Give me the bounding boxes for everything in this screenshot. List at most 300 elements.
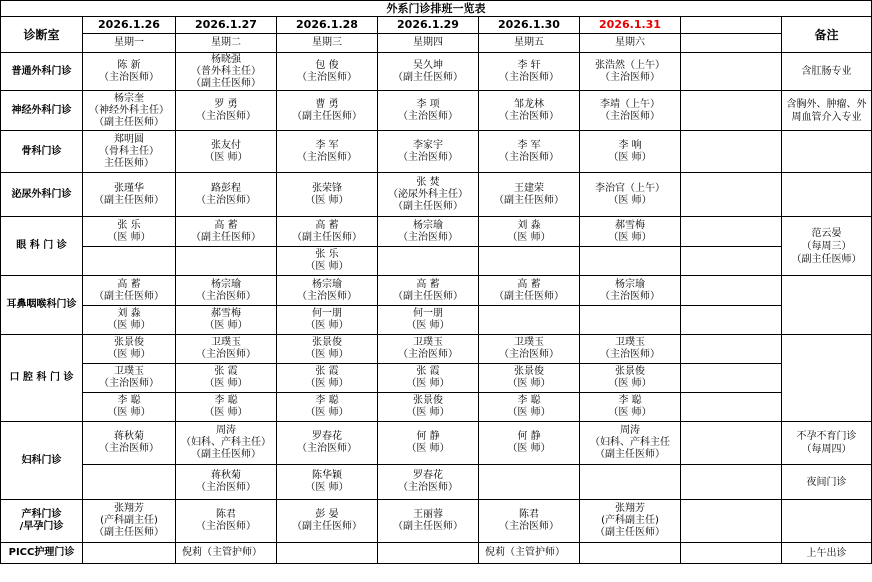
doctor-title: （主治医师） xyxy=(196,110,256,122)
doctor-title: （副主任医师） xyxy=(595,449,665,460)
header-date: 2026.1.29 xyxy=(378,17,479,34)
doctor-name: 吴久坤 xyxy=(413,59,443,71)
schedule-cell xyxy=(580,500,681,543)
doctor-title: （主治医师） xyxy=(600,110,660,122)
doctor-title: （泌尿外科主任） xyxy=(388,188,468,200)
schedule-cell xyxy=(83,500,176,543)
doctor-name: 陈君 xyxy=(519,509,539,520)
doctor-name: 王建荣 xyxy=(514,182,544,194)
doctor-title: （副主任医师） xyxy=(94,290,164,302)
schedule-cell-empty xyxy=(681,335,782,364)
remark-line: 不孕不育门诊 xyxy=(796,431,857,442)
schedule-cell xyxy=(580,131,681,173)
doctor-title: （医 师） xyxy=(107,407,151,418)
header-date: 2026.1.28 xyxy=(277,17,378,34)
doctor-title: （医 师） xyxy=(406,378,450,389)
dept-stomatology: 口 腔 科 门 诊 xyxy=(1,335,83,422)
doctor-name: 何 静 xyxy=(416,431,440,442)
schedule-cell: 倪莉（主管护师） xyxy=(176,543,277,564)
doctor-name: 张瑾华 xyxy=(114,182,144,194)
remark-line: 范云晏 xyxy=(811,227,842,239)
schedule-cell xyxy=(176,217,277,247)
doctor-name: 李 响 xyxy=(618,139,642,151)
schedule-cell-empty xyxy=(580,306,681,335)
doctor-title: （主治医师） xyxy=(499,151,559,163)
schedule-cell xyxy=(83,335,176,364)
header-date-highlight: 2026.1.31 xyxy=(580,17,681,34)
doctor-title: （医 师） xyxy=(608,194,652,206)
doctor-name: 张 霞 xyxy=(315,366,339,377)
doctor-name: 杨晓强 xyxy=(211,53,241,65)
doctor-title: （医 师） xyxy=(305,261,349,272)
doctor-title: （医 师） xyxy=(305,349,349,360)
doctor-title: （主治医师） xyxy=(196,290,256,302)
schedule-cell xyxy=(277,91,378,131)
schedule-cell xyxy=(378,465,479,500)
doctor-title: （医 师） xyxy=(107,349,151,360)
doctor-title: （主治医师） xyxy=(196,482,256,493)
doctor-name: 张 乐 xyxy=(117,219,141,231)
schedule-cell xyxy=(176,422,277,465)
schedule-cell xyxy=(378,53,479,91)
doctor-name: 曹 勇 xyxy=(315,98,339,110)
doctor-title: （医 师） xyxy=(406,407,450,418)
doctor-name: 张 霞 xyxy=(214,366,238,377)
doctor-name: 卫璞玉 xyxy=(413,337,443,348)
remark-cell-empty xyxy=(782,335,872,422)
doctor-name: 张荣锋 xyxy=(312,182,342,194)
schedule-cell-empty xyxy=(580,465,681,500)
schedule-cell-empty xyxy=(681,393,782,422)
remark-cell xyxy=(782,91,872,131)
doctor-name: 李 聪 xyxy=(618,395,642,406)
remark-cell: 上午出诊 xyxy=(782,543,872,564)
doctor-name: 彭 晏 xyxy=(315,509,339,520)
remark-line: （副主任医师） xyxy=(791,253,862,265)
schedule-cell xyxy=(83,91,176,131)
header-weekday: 星期三 xyxy=(277,34,378,53)
header-remarks: 备注 xyxy=(782,17,872,53)
doctor-name: 卫璞玉 xyxy=(615,337,645,348)
doctor-name: 陈华颖 xyxy=(312,470,342,481)
remark-line: 含胸外、肿瘤、外 xyxy=(786,98,867,110)
remark-cell-empty xyxy=(782,276,872,335)
schedule-cell xyxy=(277,53,378,91)
doctor-title: (产科副主任) xyxy=(100,515,158,526)
header-weekday: 星期六 xyxy=(580,34,681,53)
dept-orthopedics: 骨科门诊 xyxy=(1,131,83,173)
header-weekday: 星期五 xyxy=(479,34,580,53)
doctor-title: （主治医师） xyxy=(499,521,559,532)
doctor-title: (产科副主任) xyxy=(601,515,659,526)
schedule-cell xyxy=(378,217,479,247)
doctor-title: （副主任医师） xyxy=(191,231,261,243)
remark-cell xyxy=(782,422,872,465)
doctor-title: （主治医师） xyxy=(297,443,357,454)
remark-cell: 夜间门诊 xyxy=(782,465,872,500)
remark-line: 周血管介入专业 xyxy=(791,111,862,123)
doctor-title: （主治医师） xyxy=(398,482,458,493)
doctor-name: 罗春花 xyxy=(413,470,443,481)
header-blank xyxy=(681,17,782,34)
header-clinic: 诊断室 xyxy=(1,17,83,53)
schedule-cell xyxy=(479,393,580,422)
doctor-name: 何 静 xyxy=(517,431,541,442)
doctor-title: （主治医师） xyxy=(99,378,159,389)
header-blank xyxy=(681,34,782,53)
schedule-cell xyxy=(479,422,580,465)
doctor-name: 李治官（上午） xyxy=(595,182,665,194)
doctor-name: 高 蓄 xyxy=(214,219,238,231)
schedule-cell xyxy=(277,247,378,276)
schedule-cell xyxy=(83,131,176,173)
doctor-name: 蒋秋菊 xyxy=(114,431,144,442)
schedule-cell xyxy=(176,393,277,422)
schedule-cell-empty xyxy=(176,247,277,276)
schedule-cell xyxy=(580,217,681,247)
remark-line: （每周四） xyxy=(801,444,852,455)
doctor-title: （副主任医师） xyxy=(292,110,362,122)
schedule-cell-empty xyxy=(580,247,681,276)
remark-line: （每周三） xyxy=(801,240,852,252)
schedule-cell xyxy=(83,364,176,393)
doctor-name: 杨宗奎 xyxy=(114,92,144,104)
schedule-cell xyxy=(176,306,277,335)
doctor-name: 张翔芳 xyxy=(615,503,645,514)
doctor-name: 张翔芳 xyxy=(114,503,144,514)
doctor-title: （医 师） xyxy=(204,407,248,418)
doctor-title: （主治医师） xyxy=(196,349,256,360)
schedule-cell xyxy=(378,173,479,217)
doctor-title: （主治医师） xyxy=(99,71,159,83)
schedule-cell xyxy=(176,91,277,131)
doctor-title: （医 师） xyxy=(204,378,248,389)
doctor-name: 张友付 xyxy=(211,139,241,151)
doctor-name: 李 轩 xyxy=(517,59,541,71)
doctor-title: （主治医师） xyxy=(600,290,660,302)
doctor-title: （主治医师） xyxy=(499,71,559,83)
dept-neurosurgery: 神经外科门诊 xyxy=(1,91,83,131)
doctor-title: （妇科、产科主任） xyxy=(181,437,271,448)
doctor-title: （主治医师） xyxy=(398,349,458,360)
remark-cell: 含肛肠专业 xyxy=(782,53,872,91)
header-weekday: 星期二 xyxy=(176,34,277,53)
doctor-title: （主治医师） xyxy=(600,349,660,360)
schedule-cell xyxy=(580,364,681,393)
remark-cell xyxy=(782,217,872,276)
doctor-title: （主治医师） xyxy=(398,231,458,243)
doctor-name: 何一朋 xyxy=(312,308,342,319)
doctor-title: （医 师） xyxy=(406,320,450,331)
schedule-cell xyxy=(83,422,176,465)
doctor-title: （主治医师） xyxy=(499,349,559,360)
doctor-title: 主任医师） xyxy=(104,157,154,169)
doctor-name: 陈君 xyxy=(216,509,236,520)
schedule-cell-empty xyxy=(681,543,782,564)
schedule-cell xyxy=(479,217,580,247)
doctor-title: （副主任医师） xyxy=(191,449,261,460)
schedule-cell xyxy=(378,131,479,173)
schedule-cell xyxy=(277,465,378,500)
schedule-cell xyxy=(176,173,277,217)
doctor-title: （主治医师） xyxy=(196,521,256,532)
header-weekday: 星期四 xyxy=(378,34,479,53)
doctor-title: （副主任医师） xyxy=(292,521,362,532)
doctor-title: （主治医师） xyxy=(297,290,357,302)
doctor-name: 李 军 xyxy=(315,139,339,151)
schedule-cell xyxy=(378,422,479,465)
doctor-name: 李靖（上午） xyxy=(600,98,660,110)
schedule-cell xyxy=(378,276,479,306)
doctor-name: 高 蓄 xyxy=(416,278,440,290)
dept-name-line: /早孕门诊 xyxy=(19,521,64,532)
schedule-cell xyxy=(479,131,580,173)
schedule-cell xyxy=(176,500,277,543)
doctor-name: 李 项 xyxy=(416,98,440,110)
doctor-name: 何一朋 xyxy=(413,308,443,319)
doctor-title: （医 师） xyxy=(107,320,151,331)
schedule-cell xyxy=(277,173,378,217)
doctor-name: 李 聪 xyxy=(117,395,141,406)
doctor-name: 罗 勇 xyxy=(214,98,238,110)
schedule-cell xyxy=(479,173,580,217)
schedule-cell xyxy=(378,91,479,131)
doctor-name: 李 聪 xyxy=(315,395,339,406)
doctor-name: 郝雪梅 xyxy=(615,219,645,231)
doctor-title: （医 师） xyxy=(608,231,652,243)
remark-cell-empty xyxy=(782,500,872,543)
schedule-cell xyxy=(277,500,378,543)
schedule-cell xyxy=(479,91,580,131)
doctor-name: 罗春花 xyxy=(312,431,342,442)
doctor-name: 卫璞玉 xyxy=(114,366,144,377)
doctor-name: 李 军 xyxy=(517,139,541,151)
doctor-name: 高 蓄 xyxy=(517,278,541,290)
doctor-title: （主治医师） xyxy=(99,443,159,454)
doctor-name: 杨宗瑜 xyxy=(615,278,645,290)
schedule-cell xyxy=(378,335,479,364)
doctor-title: （副主任医师） xyxy=(393,290,463,302)
doctor-title: （主治医师） xyxy=(499,110,559,122)
doctor-name: 路彭程 xyxy=(211,182,241,194)
doctor-title: （神经外科主任） xyxy=(89,104,169,116)
schedule-cell xyxy=(176,465,277,500)
doctor-title: （医 师） xyxy=(608,378,652,389)
doctor-name: 陈 新 xyxy=(117,59,141,71)
schedule-cell xyxy=(479,500,580,543)
schedule-cell xyxy=(176,276,277,306)
remark-cell-empty xyxy=(782,131,872,173)
schedule-cell xyxy=(479,335,580,364)
schedule-cell xyxy=(277,306,378,335)
doctor-title: （主治医师） xyxy=(398,151,458,163)
doctor-name: 张景俊 xyxy=(615,366,645,377)
schedule-cell xyxy=(479,53,580,91)
schedule-cell-empty xyxy=(681,364,782,393)
schedule-cell xyxy=(378,364,479,393)
doctor-title: （副主任医师） xyxy=(94,194,164,206)
schedule-cell xyxy=(83,173,176,217)
doctor-title: （副主任医师） xyxy=(94,527,164,538)
doctor-title: （医 师） xyxy=(507,443,551,454)
schedule-cell-empty xyxy=(681,91,782,131)
doctor-name: 张浩然（上午） xyxy=(595,59,665,71)
doctor-name: 刘 淼 xyxy=(117,308,141,319)
schedule-cell xyxy=(378,393,479,422)
doctor-title: （医 师） xyxy=(305,482,349,493)
schedule-cell xyxy=(580,393,681,422)
doctor-title: （副主任医师） xyxy=(494,290,564,302)
schedule-cell xyxy=(277,393,378,422)
dept-urology: 泌尿外科门诊 xyxy=(1,173,83,217)
schedule-cell-empty xyxy=(681,173,782,217)
schedule-cell-empty xyxy=(479,465,580,500)
doctor-name: 张 霞 xyxy=(416,366,440,377)
schedule-cell xyxy=(83,53,176,91)
doctor-title: （医 师） xyxy=(507,407,551,418)
doctor-name: 郑明圆 xyxy=(114,133,144,145)
doctor-title: （普外科主任） xyxy=(191,65,261,77)
schedule-cell xyxy=(83,306,176,335)
doctor-name: 杨宗瑜 xyxy=(413,219,443,231)
schedule-cell-empty xyxy=(681,306,782,335)
schedule-cell xyxy=(580,91,681,131)
dept-picc: PICC护理门诊 xyxy=(1,543,83,564)
schedule-cell-empty xyxy=(378,247,479,276)
schedule-cell xyxy=(580,276,681,306)
dept-ent: 耳鼻咽喉科门诊 xyxy=(1,276,83,335)
schedule-cell xyxy=(277,131,378,173)
schedule-cell-empty xyxy=(681,247,782,276)
doctor-name: 郝雪梅 xyxy=(211,308,241,319)
schedule-cell-empty xyxy=(681,276,782,306)
doctor-title: （副主任医师） xyxy=(94,116,164,128)
doctor-title: （副主任医师） xyxy=(393,521,463,532)
schedule-cell-empty xyxy=(83,247,176,276)
schedule-cell-empty xyxy=(681,465,782,500)
schedule-cell xyxy=(580,335,681,364)
doctor-title: （主治医师） xyxy=(297,151,357,163)
schedule-cell-empty xyxy=(681,500,782,543)
schedule-cell xyxy=(277,364,378,393)
schedule-cell xyxy=(277,217,378,247)
header-weekday: 星期一 xyxy=(83,34,176,53)
doctor-name: 张景俊 xyxy=(114,337,144,348)
schedule-cell-empty xyxy=(681,422,782,465)
doctor-title: （医 师） xyxy=(507,378,551,389)
doctor-title: （副主任医师） xyxy=(494,194,564,206)
doctor-name: 李 聪 xyxy=(517,395,541,406)
schedule-cell xyxy=(580,53,681,91)
doctor-title: （医 师） xyxy=(204,320,248,331)
remark-cell-empty xyxy=(782,173,872,217)
dept-gynecology: 妇科门诊 xyxy=(1,422,83,500)
schedule-cell xyxy=(479,276,580,306)
doctor-title: （医 师） xyxy=(305,194,349,206)
schedule-cell-empty xyxy=(681,217,782,247)
doctor-name: 杨宗瑜 xyxy=(211,278,241,290)
schedule-cell xyxy=(277,335,378,364)
doctor-name: 卫璞玉 xyxy=(211,337,241,348)
schedule-cell xyxy=(479,364,580,393)
schedule-cell xyxy=(83,393,176,422)
doctor-title: （主治医师） xyxy=(196,194,256,206)
doctor-name: 李家宇 xyxy=(413,139,443,151)
doctor-name: 包 俊 xyxy=(315,59,339,71)
schedule-cell xyxy=(176,131,277,173)
schedule-cell xyxy=(83,543,176,564)
doctor-name: 李 聪 xyxy=(214,395,238,406)
doctor-name: 卫璞玉 xyxy=(514,337,544,348)
schedule-cell xyxy=(176,364,277,393)
doctor-title: （副主任医师） xyxy=(595,527,665,538)
schedule-cell xyxy=(277,422,378,465)
doctor-title: （医 师） xyxy=(406,443,450,454)
schedule-cell xyxy=(176,335,277,364)
doctor-title: （医 师） xyxy=(107,231,151,243)
doctor-title: （副主任医师） xyxy=(393,71,463,83)
schedule-cell xyxy=(378,500,479,543)
header-date: 2026.1.30 xyxy=(479,17,580,34)
schedule-cell xyxy=(83,276,176,306)
doctor-title: （医 师） xyxy=(305,320,349,331)
doctor-name: 周涛 xyxy=(620,425,640,436)
doctor-name: 张 乐 xyxy=(315,249,339,260)
schedule-cell xyxy=(277,276,378,306)
schedule-cell xyxy=(580,543,681,564)
doctor-title: （医 师） xyxy=(204,151,248,163)
dept-ophthalmology: 眼 科 门 诊 xyxy=(1,217,83,276)
dept-obstetrics xyxy=(1,500,83,543)
table-title: 外系门诊排班一览表 xyxy=(1,1,872,17)
doctor-name: 蒋秋菊 xyxy=(211,470,241,481)
doctor-title: （副主任医师） xyxy=(292,231,362,243)
doctor-name: 周涛 xyxy=(216,425,236,436)
schedule-cell xyxy=(580,173,681,217)
schedule-cell-empty xyxy=(83,465,176,500)
schedule-cell-empty xyxy=(479,306,580,335)
doctor-title: （主治医师） xyxy=(600,71,660,83)
schedule-cell: 倪莉（主管护师） xyxy=(479,543,580,564)
dept-name-line: 产科门诊 xyxy=(21,509,62,520)
schedule-cell-empty xyxy=(681,53,782,91)
schedule-cell xyxy=(378,306,479,335)
doctor-title: （骨科主任） xyxy=(99,145,159,157)
doctor-name: 高 蓄 xyxy=(315,219,339,231)
doctor-name: 张景俊 xyxy=(413,395,443,406)
doctor-title: （医 师） xyxy=(305,407,349,418)
doctor-title: （医 师） xyxy=(507,231,551,243)
schedule-cell-empty xyxy=(681,131,782,173)
doctor-name: 张 焚 xyxy=(416,176,440,188)
header-date: 2026.1.27 xyxy=(176,17,277,34)
header-date: 2026.1.26 xyxy=(83,17,176,34)
doctor-title: （主治医师） xyxy=(297,71,357,83)
doctor-title: （医 师） xyxy=(305,378,349,389)
doctor-title: （妇科、产科主任 xyxy=(590,437,670,448)
schedule-cell xyxy=(83,217,176,247)
schedule-cell xyxy=(176,53,277,91)
doctor-name: 高 蓄 xyxy=(117,278,141,290)
schedule-cell xyxy=(378,543,479,564)
doctor-name: 张景俊 xyxy=(514,366,544,377)
schedule-cell xyxy=(580,422,681,465)
doctor-name: 张景俊 xyxy=(312,337,342,348)
schedule-cell-empty xyxy=(479,247,580,276)
doctor-title: （副主任医师） xyxy=(393,200,463,212)
doctor-name: 邹龙林 xyxy=(514,98,544,110)
doctor-name: 杨宗瑜 xyxy=(312,278,342,290)
